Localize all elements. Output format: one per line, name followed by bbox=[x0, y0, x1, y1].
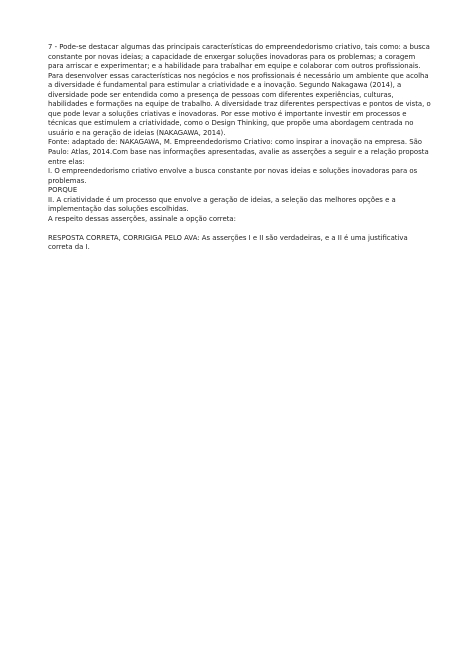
source-citation: Fonte: adaptado de: NAKAGAWA, M. Empreendedorismo Criativo: como inspirar a inovação na empresa. São Paulo: Atlas, 2014.Com base nas informações apresentadas, avalie as asserções a seguir e a relação proposta entre elas: bbox=[48, 138, 429, 166]
question-intro: 7 - Pode-se destacar algumas das principais características do empreendedorismo criativo, tais como: a busca constante por novas ideias; a capacidade de enxergar soluções inovadoras para os problemas; a coragem para arriscar e experimentar; e a habilidade para trabalhar em equipe e colaborar com outros profissionais. Para desenvolver essas características nos negócios e nos profissionais é necessário um ambiente que acolha a diversidade é fundamental para estimular a criatividade e a inovação. Segundo Nakagawa (2014), a diversidade pode ser entendida como a presença de pessoas com diferentes experiências, culturas, habilidades e formações na equipe de trabalho. A diversidade traz diferentes perspectivas e pontos de vista, o que pode levar a soluções criativas e inovadoras. Por esse motivo é importante investir em processos e técnicas que estimulem a criatividade, como o Design Thinking, que propõe uma abordagem centrada no usuário e na geração de ideias (NAKAGAWA, 2014). bbox=[48, 43, 431, 137]
assertion-one: I. O empreendedorismo criativo envolve a busca constante por novas ideias e soluções inovadoras para os problemas. bbox=[48, 167, 418, 185]
document-body bbox=[48, 43, 432, 253]
spacer bbox=[48, 224, 432, 234]
connector-porque: PORQUE bbox=[48, 186, 78, 195]
question-prompt: A respeito dessas asserções, assinale a opção correta: bbox=[48, 214, 236, 223]
assertion-two: II. A criatividade é um processo que envolve a geração de ideias, a seleção das melhores opções e a implementação das soluções escolhidas. bbox=[48, 195, 396, 214]
answer-text: RESPOSTA CORRETA, CORRIGIGA PELO AVA: As asserções I e II são verdadeiras, e a II é uma justificativa correta da I. bbox=[48, 233, 408, 252]
